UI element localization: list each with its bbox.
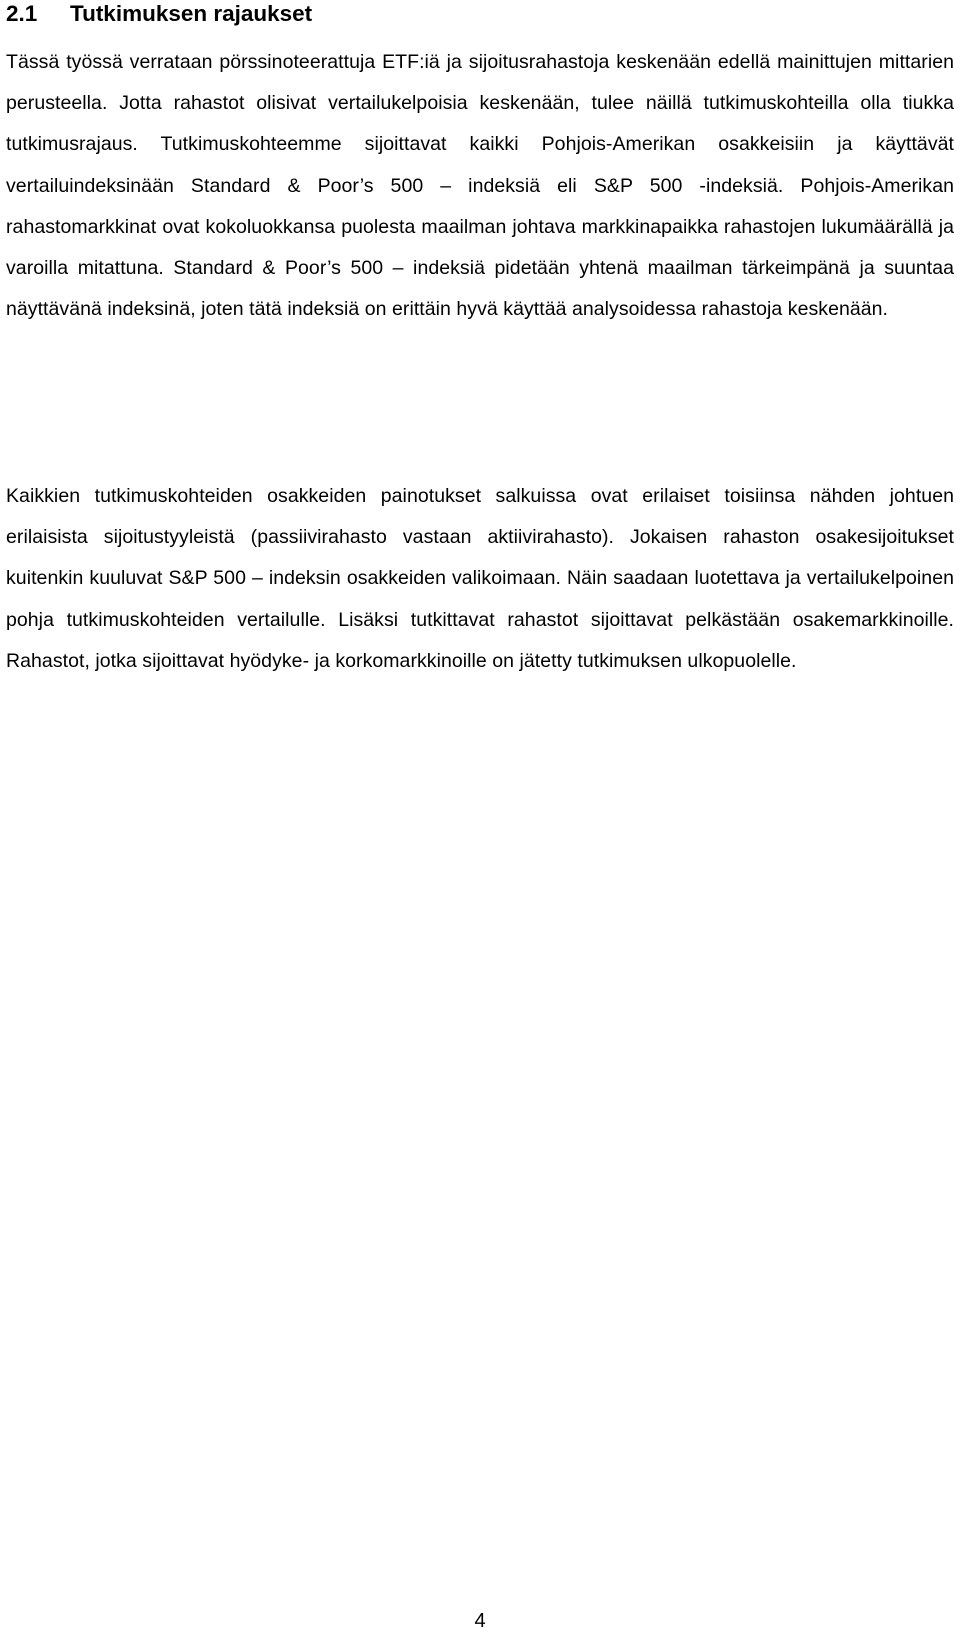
paragraph-1: Tässä työssä verrataan pörssinoteerattuja ETF:iä ja sijoitusrahastoja keskenään edellä mainittujen mittarien perusteella. Jotta rahastot olisivat vertailukelpoisia keskenään, tulee näillä tutkimuskohteilla olla tiukka tutkimusrajaus. Tutkimuskohteemme sijoittavat kaikki Pohjois-Amerikan osakkeisiin ja käyttävät vertailuindeksinään Standard & Poor’s 500 – indeksiä eli S&P 500 -indeksiä. Pohjois-Amerikan rahastomarkkinat ovat kokoluokkansa puolesta maailman johtava markkinapaikka rahastojen lukumäärällä ja varoilla mitattuna. Standard & Poor’s 500 – indeksiä pidetään yhtenä maailman tärkeimpänä ja suuntaa näyttävänä indeksinä, joten tätä indeksiä on erittäin hyvä käyttää analysoidessa rahastoja keskenään. xyxy=(6,51,954,321)
section-heading xyxy=(6,0,954,28)
document-page xyxy=(6,0,954,672)
page-number: 4 xyxy=(474,1610,486,1632)
paragraph-2: Kaikkien tutkimuskohteiden osakkeiden painotukset salkuissa ovat erilaiset toisiinsa nähden johtuen erilaisista sijoitustyyleistä (passiivirahasto vastaan aktiivirahasto). Jokaisen rahaston osakesijoitukset kuitenkin kuuluvat S&P 500 – indeksin osakkeiden valikoimaan. Näin saadaan luotettava ja vertailukelpoinen pohja tutkimuskohteiden vertailulle. Lisäksi tutkittavat rahastot sijoittavat pelkästään osakemarkkinoille. Rahastot, jotka sijoittavat hyödyke- ja korkomarkkinoille on jätetty tutkimuksen ulkopuolelle. xyxy=(6,485,954,672)
section-number: 2.1 xyxy=(6,1,38,26)
section-title: Tutkimuksen rajaukset xyxy=(70,1,313,26)
